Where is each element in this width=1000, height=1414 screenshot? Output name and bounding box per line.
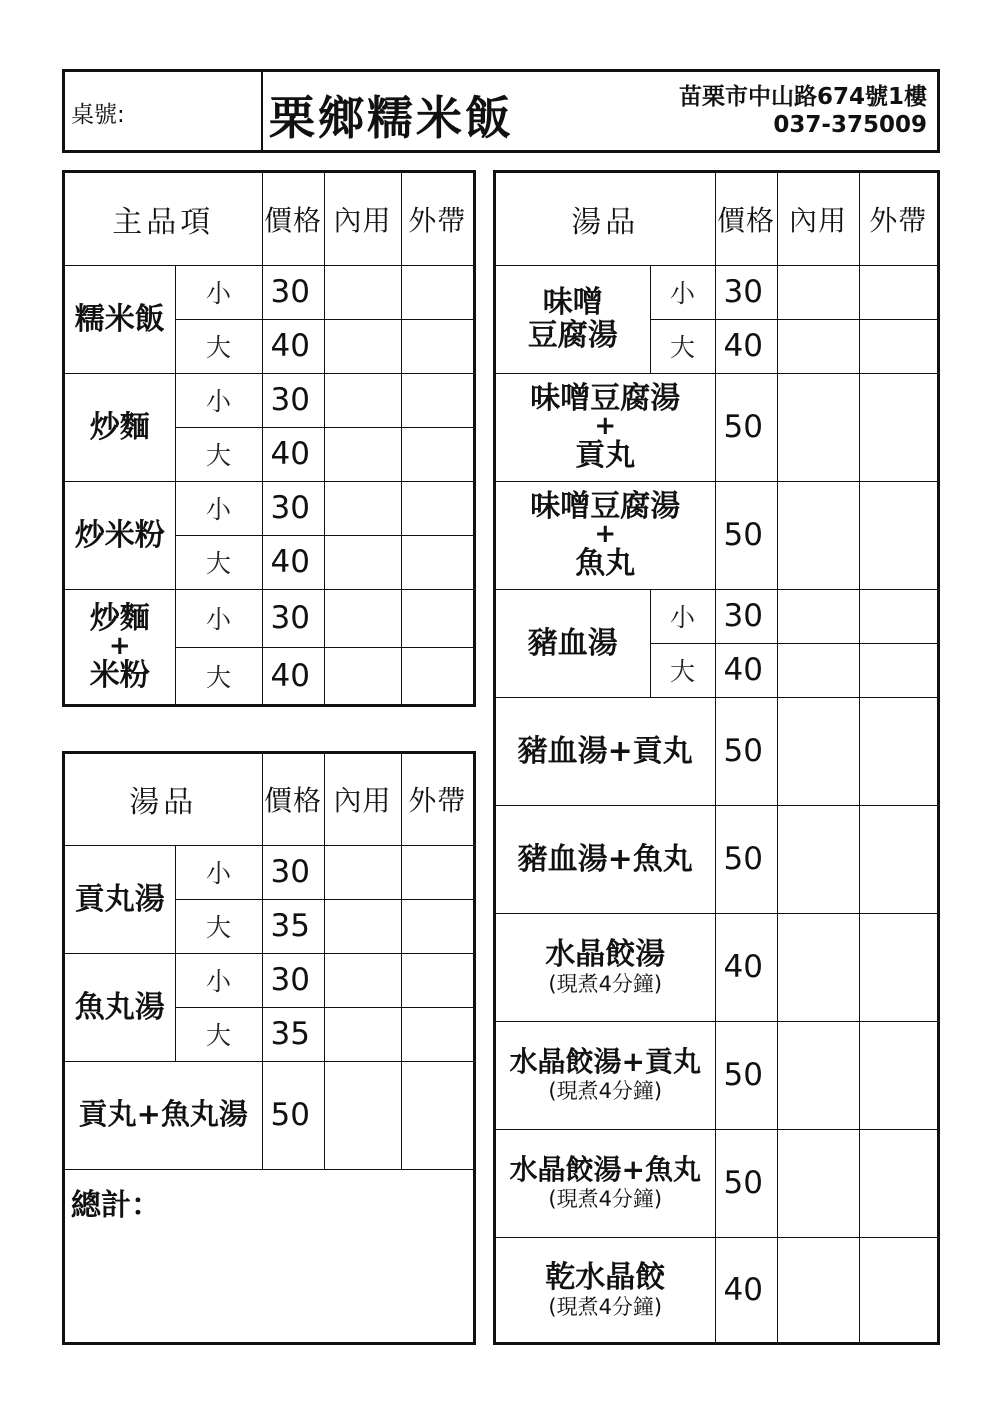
price-value: 50: [715, 1129, 777, 1237]
price-value: 50: [715, 481, 777, 589]
item-name-line1: 炒麵: [89, 601, 150, 637]
item-name: [496, 265, 650, 373]
dine-in-checkbox[interactable]: [777, 1237, 859, 1342]
dine-in-checkbox[interactable]: [777, 481, 859, 589]
item-name: 糯米飯: [65, 265, 175, 373]
item-name-main: 水晶餃湯: [545, 936, 666, 972]
size-label: 大: [175, 427, 262, 481]
item-name: 豬血湯+魚丸: [496, 805, 715, 913]
price-value: 30: [262, 481, 324, 535]
takeout-checkbox[interactable]: [859, 805, 937, 913]
table-row: [496, 265, 937, 319]
table-row: [496, 1237, 937, 1342]
takeout-checkbox[interactable]: [401, 427, 473, 481]
item-name-line2: 貢丸: [575, 437, 636, 473]
takeout-checkbox[interactable]: [401, 953, 473, 1007]
takeout-checkbox[interactable]: [859, 697, 937, 805]
takeout-checkbox[interactable]: [859, 265, 937, 319]
takeout-checkbox[interactable]: [859, 1129, 937, 1237]
table-row: [65, 589, 473, 647]
takeout-checkbox[interactable]: [401, 1007, 473, 1061]
table-row: [496, 373, 937, 481]
dine-in-checkbox[interactable]: [777, 697, 859, 805]
price-value: 50: [715, 805, 777, 913]
size-label: 大: [175, 535, 262, 589]
dine-in-checkbox[interactable]: [777, 265, 859, 319]
shop-name: 栗鄉糯米飯: [269, 91, 514, 145]
size-label: 小: [175, 589, 262, 647]
cook-time-note: (現煮4分鐘): [548, 1078, 663, 1103]
price-value: 30: [262, 373, 324, 427]
main-items-table: [62, 170, 476, 707]
dine-in-checkbox[interactable]: [324, 589, 401, 647]
plus-sign: +: [594, 411, 617, 442]
plus-sign: +: [594, 519, 617, 550]
shop-address: 苗栗市中山路674號1樓: [678, 84, 927, 110]
dine-in-checkbox[interactable]: [324, 481, 401, 535]
price-value: 40: [715, 1237, 777, 1342]
takeout-header: 外帶: [401, 754, 473, 845]
item-name: [496, 1237, 715, 1342]
table-row: [65, 953, 473, 1007]
dine-in-checkbox[interactable]: [777, 805, 859, 913]
price-value: 35: [262, 1007, 324, 1061]
plus-sign: +: [108, 631, 131, 662]
dine-in-checkbox[interactable]: [324, 1007, 401, 1061]
soup-right-header-row: [496, 173, 937, 265]
soup-section-title: 湯品: [496, 173, 715, 265]
item-name: [496, 1021, 715, 1129]
item-name: 豬血湯: [496, 589, 650, 697]
price-value: 40: [715, 643, 777, 697]
item-name-line2: 米粉: [89, 657, 150, 693]
takeout-checkbox[interactable]: [859, 373, 937, 481]
shop-phone: 037-375009: [773, 112, 927, 138]
price-value: 40: [715, 319, 777, 373]
price-value: 40: [262, 647, 324, 705]
main-header-row: [65, 173, 473, 265]
main-section-title: 主品項: [65, 173, 262, 265]
takeout-checkbox[interactable]: [401, 265, 473, 319]
soup-left-header-row: [65, 754, 473, 845]
takeout-header: 外帶: [401, 173, 473, 265]
item-name-line2: 豆腐湯: [527, 318, 618, 353]
item-name: [496, 913, 715, 1021]
price-value: 30: [715, 265, 777, 319]
table-row: [65, 373, 473, 427]
takeout-checkbox[interactable]: [859, 1237, 937, 1342]
price-header: 價格: [262, 754, 324, 845]
price-value: 35: [262, 899, 324, 953]
price-value: 50: [715, 697, 777, 805]
price-value: 30: [262, 845, 324, 899]
price-value: 50: [715, 373, 777, 481]
dine-in-checkbox[interactable]: [324, 899, 401, 953]
size-label: 小: [650, 265, 715, 319]
dine-in-checkbox[interactable]: [324, 265, 401, 319]
price-value: 40: [262, 535, 324, 589]
price-value: 30: [262, 953, 324, 1007]
table-row: [65, 481, 473, 535]
price-value: 30: [262, 589, 324, 647]
table-row: [496, 481, 937, 589]
item-name: 貢丸湯: [65, 845, 175, 953]
size-label: 小: [175, 373, 262, 427]
price-header: 價格: [715, 173, 777, 265]
cook-time-note: (現煮4分鐘): [548, 971, 663, 996]
dine-in-checkbox[interactable]: [777, 319, 859, 373]
dine-in-header: 內用: [324, 754, 401, 845]
item-name-line1: 味噌: [542, 285, 603, 320]
takeout-checkbox[interactable]: [401, 535, 473, 589]
size-label: 大: [175, 319, 262, 373]
item-name-line2: 魚丸: [575, 545, 636, 581]
price-value: 30: [715, 589, 777, 643]
item-name-line1: 味噌豆腐湯: [530, 381, 681, 417]
price-value: 30: [262, 265, 324, 319]
table-row: [496, 805, 937, 913]
cook-time-note: (現煮4分鐘): [548, 1294, 663, 1319]
item-name: [496, 1129, 715, 1237]
cook-time-note: (現煮4分鐘): [548, 1186, 663, 1211]
price-value: 40: [715, 913, 777, 1021]
total-label[interactable]: 總計：: [65, 1169, 473, 1342]
dine-in-checkbox[interactable]: [777, 373, 859, 481]
takeout-checkbox[interactable]: [859, 643, 937, 697]
takeout-checkbox[interactable]: [859, 481, 937, 589]
dine-in-checkbox[interactable]: [324, 427, 401, 481]
table-row: [496, 1129, 937, 1237]
dine-in-checkbox[interactable]: [324, 1061, 401, 1169]
item-name-main: 水晶餃湯+魚丸: [509, 1153, 701, 1187]
dine-in-checkbox[interactable]: [777, 643, 859, 697]
table-row: [65, 845, 473, 899]
takeout-checkbox[interactable]: [859, 589, 937, 643]
item-name: 豬血湯+貢丸: [496, 697, 715, 805]
dine-in-checkbox[interactable]: [777, 913, 859, 1021]
header-divider: [261, 72, 263, 150]
size-label: 大: [175, 899, 262, 953]
size-label: 小: [175, 953, 262, 1007]
dine-in-checkbox[interactable]: [324, 319, 401, 373]
item-name: [496, 481, 715, 589]
takeout-checkbox[interactable]: [401, 899, 473, 953]
dine-in-checkbox[interactable]: [324, 535, 401, 589]
takeout-checkbox[interactable]: [401, 647, 473, 705]
dine-in-checkbox[interactable]: [777, 1021, 859, 1129]
table-row: [496, 913, 937, 1021]
item-name: 炒米粉: [65, 481, 175, 589]
item-name-main: 水晶餃湯+貢丸: [509, 1045, 701, 1079]
size-label: 小: [175, 481, 262, 535]
price-value: 40: [262, 319, 324, 373]
size-label: 小: [650, 589, 715, 643]
takeout-checkbox[interactable]: [859, 913, 937, 1021]
table-row: [65, 1061, 473, 1169]
size-label: 小: [175, 265, 262, 319]
dine-in-header: 內用: [777, 173, 859, 265]
size-label: 大: [175, 647, 262, 705]
soup-table-right: [493, 170, 940, 1345]
dine-in-checkbox[interactable]: [324, 373, 401, 427]
size-label: 大: [650, 643, 715, 697]
item-name: 貢丸+魚丸湯: [65, 1061, 262, 1169]
price-value: 40: [262, 427, 324, 481]
takeout-checkbox[interactable]: [401, 1061, 473, 1169]
soup-section-title: 湯品: [65, 754, 262, 845]
item-name: 炒麵: [65, 373, 175, 481]
price-header: 價格: [262, 173, 324, 265]
table-number-label: 桌號:: [71, 102, 125, 128]
dine-in-checkbox[interactable]: [777, 589, 859, 643]
table-row: [65, 265, 473, 319]
takeout-checkbox[interactable]: [859, 319, 937, 373]
takeout-checkbox[interactable]: [401, 589, 473, 647]
item-name-line1: 味噌豆腐湯: [530, 489, 681, 525]
size-label: 大: [650, 319, 715, 373]
takeout-checkbox[interactable]: [401, 481, 473, 535]
total-row: [65, 1169, 473, 1342]
item-name: 魚丸湯: [65, 953, 175, 1061]
size-label: 大: [175, 1007, 262, 1061]
dine-in-checkbox[interactable]: [324, 647, 401, 705]
takeout-header: 外帶: [859, 173, 937, 265]
menu-header: [62, 69, 940, 153]
takeout-checkbox[interactable]: [401, 319, 473, 373]
takeout-checkbox[interactable]: [401, 845, 473, 899]
dine-in-header: 內用: [324, 173, 401, 265]
price-value: 50: [715, 1021, 777, 1129]
dine-in-checkbox[interactable]: [324, 845, 401, 899]
table-row: [496, 697, 937, 805]
table-row: [496, 589, 937, 643]
item-name-main: 乾水晶餃: [545, 1259, 666, 1295]
item-name: [65, 589, 175, 705]
size-label: 小: [175, 845, 262, 899]
item-name: [496, 373, 715, 481]
price-value: 50: [262, 1061, 324, 1169]
dine-in-checkbox[interactable]: [324, 953, 401, 1007]
takeout-checkbox[interactable]: [401, 373, 473, 427]
takeout-checkbox[interactable]: [859, 1021, 937, 1129]
soup-table-left: [62, 751, 476, 1345]
table-row: [496, 1021, 937, 1129]
dine-in-checkbox[interactable]: [777, 1129, 859, 1237]
